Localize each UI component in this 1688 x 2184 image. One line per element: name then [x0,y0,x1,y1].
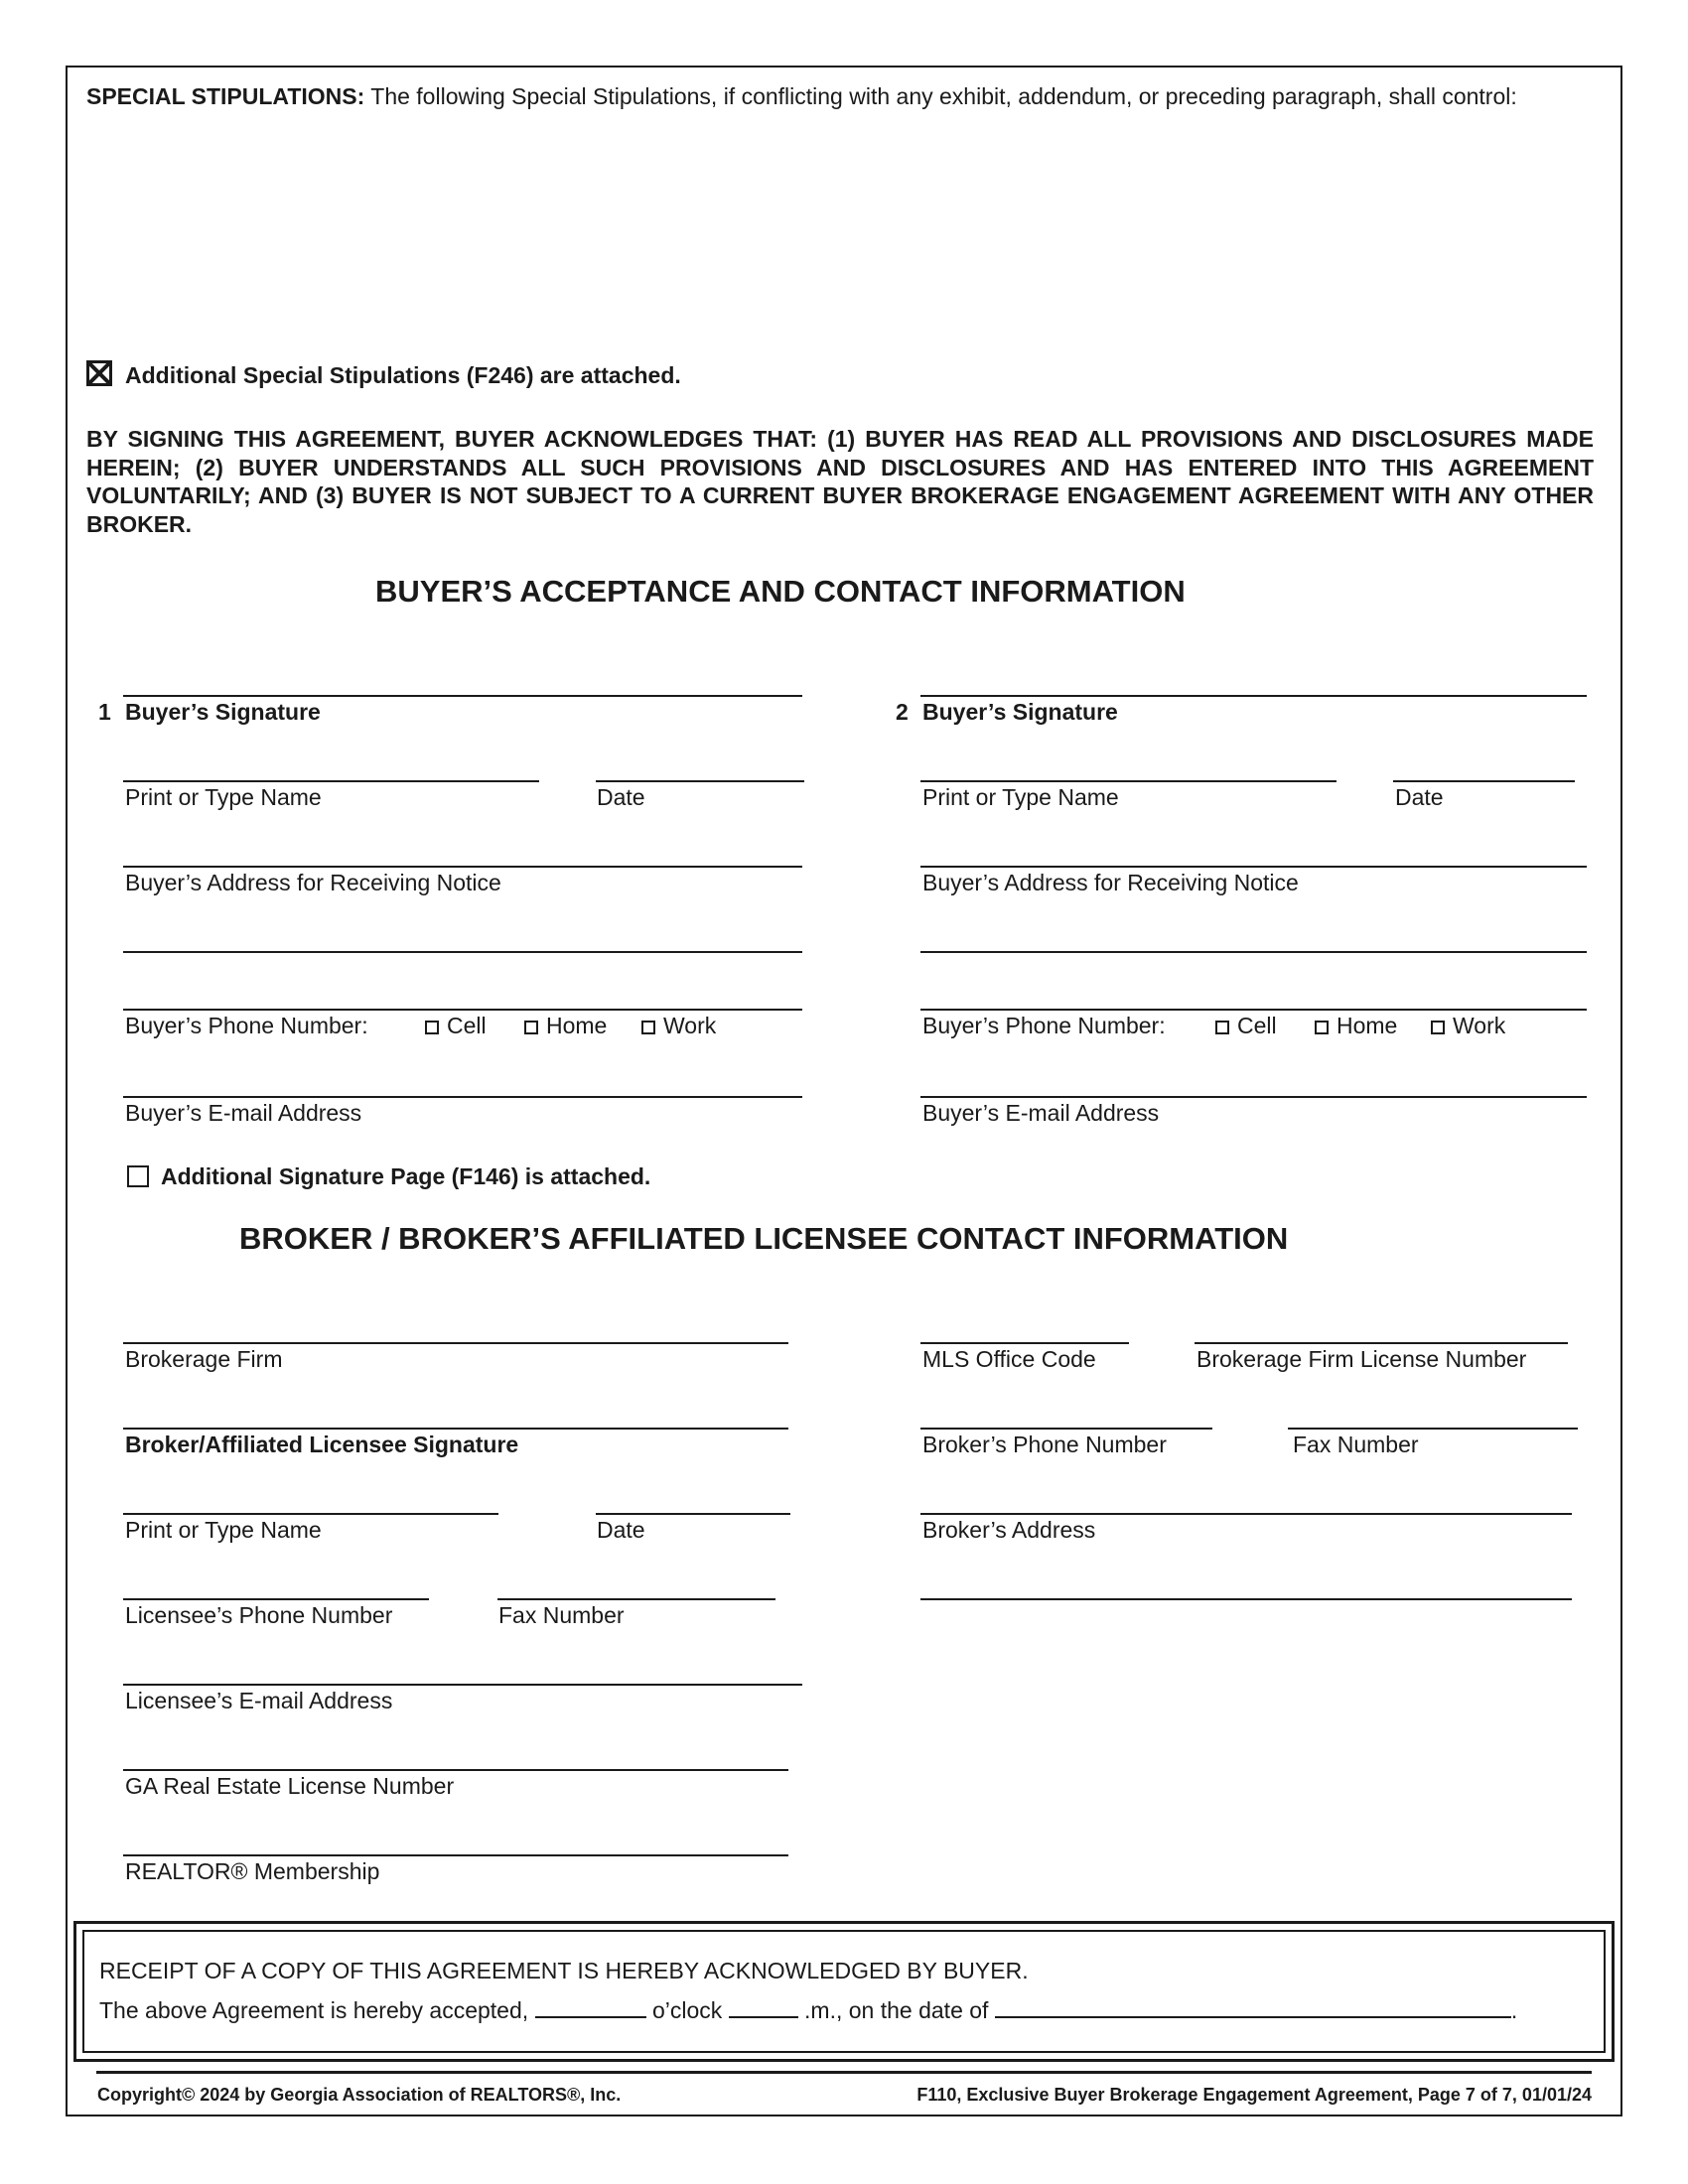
licensee-email-label: Licensee’s E-mail Address [125,1688,393,1713]
buyer1-date-label: Date [597,784,645,810]
licensee-signature-line[interactable] [123,1428,788,1430]
licensee-phone-line[interactable] [123,1598,429,1600]
buyer2-cell-option[interactable] [1215,1013,1277,1039]
buyer1-address-line-2[interactable] [123,951,802,953]
broker-address-label: Broker’s Address [922,1517,1096,1543]
buyer1-phone-line[interactable] [123,1009,802,1011]
cell-label: Cell [447,1013,487,1038]
buyer2-email-line[interactable] [920,1096,1587,1098]
realtor-membership-label: REALTOR® Membership [125,1858,380,1884]
licensee-fax-line[interactable] [497,1598,775,1600]
buyer1-home-option[interactable] [524,1013,607,1039]
buyer-acknowledgment: BY SIGNING THIS AGREEMENT, BUYER ACKNOWLEDGES THAT: (1) BUYER HAS READ ALL PROVISIONS AND DISCLOSURES MADE HEREIN; (2) BUYER UNDERSTANDS ALL SUCH PROVISIONS AND DISCLOSURES AND HAS ENTERED INTO THIS AGREEMENT VOLUNTARILY; AND (3) BUYER IS NOT SUBJECT TO A CURRENT BUYER BROKERAGE ENGAGEMENT AGREEMENT WITH ANY OTHER BROKER. [86,426,1594,537]
receipt-box [73,1921,1615,2062]
special-stipulations-line [86,83,1517,110]
buyer1-phone-label: Buyer’s Phone Number: [125,1013,368,1038]
licensee-print-name-label: Print or Type Name [125,1517,322,1543]
mls-office-code-line[interactable] [920,1342,1129,1344]
buyer1-signature-label: Buyer’s Signature [125,699,321,725]
ga-license-line[interactable] [123,1769,788,1771]
checkbox-icon [1215,1021,1229,1034]
buyer1-work-option[interactable] [641,1013,716,1039]
buyer2-date-line[interactable] [1393,780,1575,782]
buyer2-phone-label: Buyer’s Phone Number: [922,1013,1166,1038]
buyer1-email-label: Buyer’s E-mail Address [125,1100,362,1126]
additional-stipulations-checkbox[interactable] [86,360,112,386]
receipt-ampm-blank[interactable] [729,1998,798,2018]
checkbox-icon [524,1021,538,1034]
receipt-time-blank[interactable] [535,1998,646,2018]
broker-address-line-2[interactable] [920,1598,1572,1600]
buyer2-address-line-2[interactable] [920,951,1587,953]
buyer2-date-label: Date [1395,784,1444,810]
special-stipulations-heading: SPECIAL STIPULATIONS: [86,83,365,109]
receipt-oclock-text: o’clock [651,1997,723,2023]
work-label: Work [1453,1013,1506,1038]
broker-fax-line[interactable] [1288,1428,1578,1430]
broker-section-heading: BROKER / BROKER’S AFFILIATED LICENSEE CONTACT INFORMATION [239,1221,1289,1256]
receipt-line-1: RECEIPT OF A COPY OF THIS AGREEMENT IS HEREBY ACKNOWLEDGED BY BUYER. [99,1958,1029,1983]
firm-license-number-label: Brokerage Firm License Number [1196,1346,1527,1372]
receipt-line-2 [99,1997,1517,2024]
broker-phone-label: Broker’s Phone Number [922,1432,1167,1457]
footer-rule [96,2071,1592,2074]
home-label: Home [1336,1013,1398,1038]
checkbox-icon [641,1021,655,1034]
buyer2-email-label: Buyer’s E-mail Address [922,1100,1160,1126]
receipt-inner-border [82,1930,1606,2053]
receipt-accepted-text: The above Agreement is hereby accepted, [99,1997,529,2023]
buyer1-print-name-label: Print or Type Name [125,784,322,810]
checkbox-icon [1431,1021,1445,1034]
home-label: Home [546,1013,608,1038]
firm-license-number-line[interactable] [1195,1342,1568,1344]
buyer2-signature-label: Buyer’s Signature [922,699,1118,725]
checkbox-icon [127,1165,149,1187]
buyer1-number: 1 [98,699,111,725]
buyer2-print-name-line[interactable] [920,780,1336,782]
buyer2-signature-line[interactable] [920,695,1587,697]
buyer1-date-line[interactable] [596,780,804,782]
buyer1-cell-option[interactable] [425,1013,487,1039]
licensee-email-line[interactable] [123,1684,802,1686]
receipt-date-text: .m., on the date of [804,1997,989,2023]
cell-label: Cell [1237,1013,1277,1038]
additional-stipulations-label: Additional Special Stipulations (F246) are attached. [125,362,681,388]
realtor-membership-line[interactable] [123,1854,788,1856]
buyer2-home-option[interactable] [1315,1013,1397,1039]
brokerage-firm-line[interactable] [123,1342,788,1344]
buyer1-print-name-line[interactable] [123,780,539,782]
buyer1-address-label: Buyer’s Address for Receiving Notice [125,870,501,895]
receipt-date-blank[interactable] [995,1998,1511,2018]
licensee-fax-label: Fax Number [498,1602,625,1628]
buyer1-email-line[interactable] [123,1096,802,1098]
receipt-period: . [1510,1997,1518,2023]
broker-phone-line[interactable] [920,1428,1212,1430]
buyer2-phone-line[interactable] [920,1009,1587,1011]
checked-box-icon [86,360,112,386]
checkbox-icon [425,1021,439,1034]
licensee-date-label: Date [597,1517,645,1543]
buyer1-address-line[interactable] [123,866,802,868]
licensee-print-name-line[interactable] [123,1513,498,1515]
additional-signature-label: Additional Signature Page (F146) is attached. [161,1163,651,1189]
checkbox-icon [1315,1021,1329,1034]
mls-office-code-label: MLS Office Code [922,1346,1096,1372]
special-stipulations-text: The following Special Stipulations, if conflicting with any exhibit, addendum, or preceding paragraph, shall control: [370,83,1517,109]
brokerage-firm-label: Brokerage Firm [125,1346,283,1372]
work-label: Work [663,1013,717,1038]
additional-signature-page-option[interactable] [127,1163,650,1190]
buyer2-address-label: Buyer’s Address for Receiving Notice [922,870,1299,895]
buyer2-number: 2 [896,699,909,725]
buyer-section-heading: BUYER’S ACCEPTANCE AND CONTACT INFORMATION [375,574,1186,609]
licensee-signature-label: Broker/Affiliated Licensee Signature [125,1432,519,1457]
ga-license-label: GA Real Estate License Number [125,1773,455,1799]
licensee-date-line[interactable] [596,1513,790,1515]
broker-address-line[interactable] [920,1513,1572,1515]
buyer2-address-line[interactable] [920,866,1587,868]
buyer2-print-name-label: Print or Type Name [922,784,1119,810]
buyer2-work-option[interactable] [1431,1013,1505,1039]
licensee-phone-label: Licensee’s Phone Number [125,1602,393,1628]
footer-form-id: F110, Exclusive Buyer Brokerage Engagement Agreement, Page 7 of 7, 01/01/24 [916,2085,1592,2105]
buyer1-signature-line[interactable] [123,695,802,697]
footer-copyright: Copyright© 2024 by Georgia Association of REALTORS®, Inc. [97,2085,622,2105]
broker-fax-label: Fax Number [1293,1432,1419,1457]
